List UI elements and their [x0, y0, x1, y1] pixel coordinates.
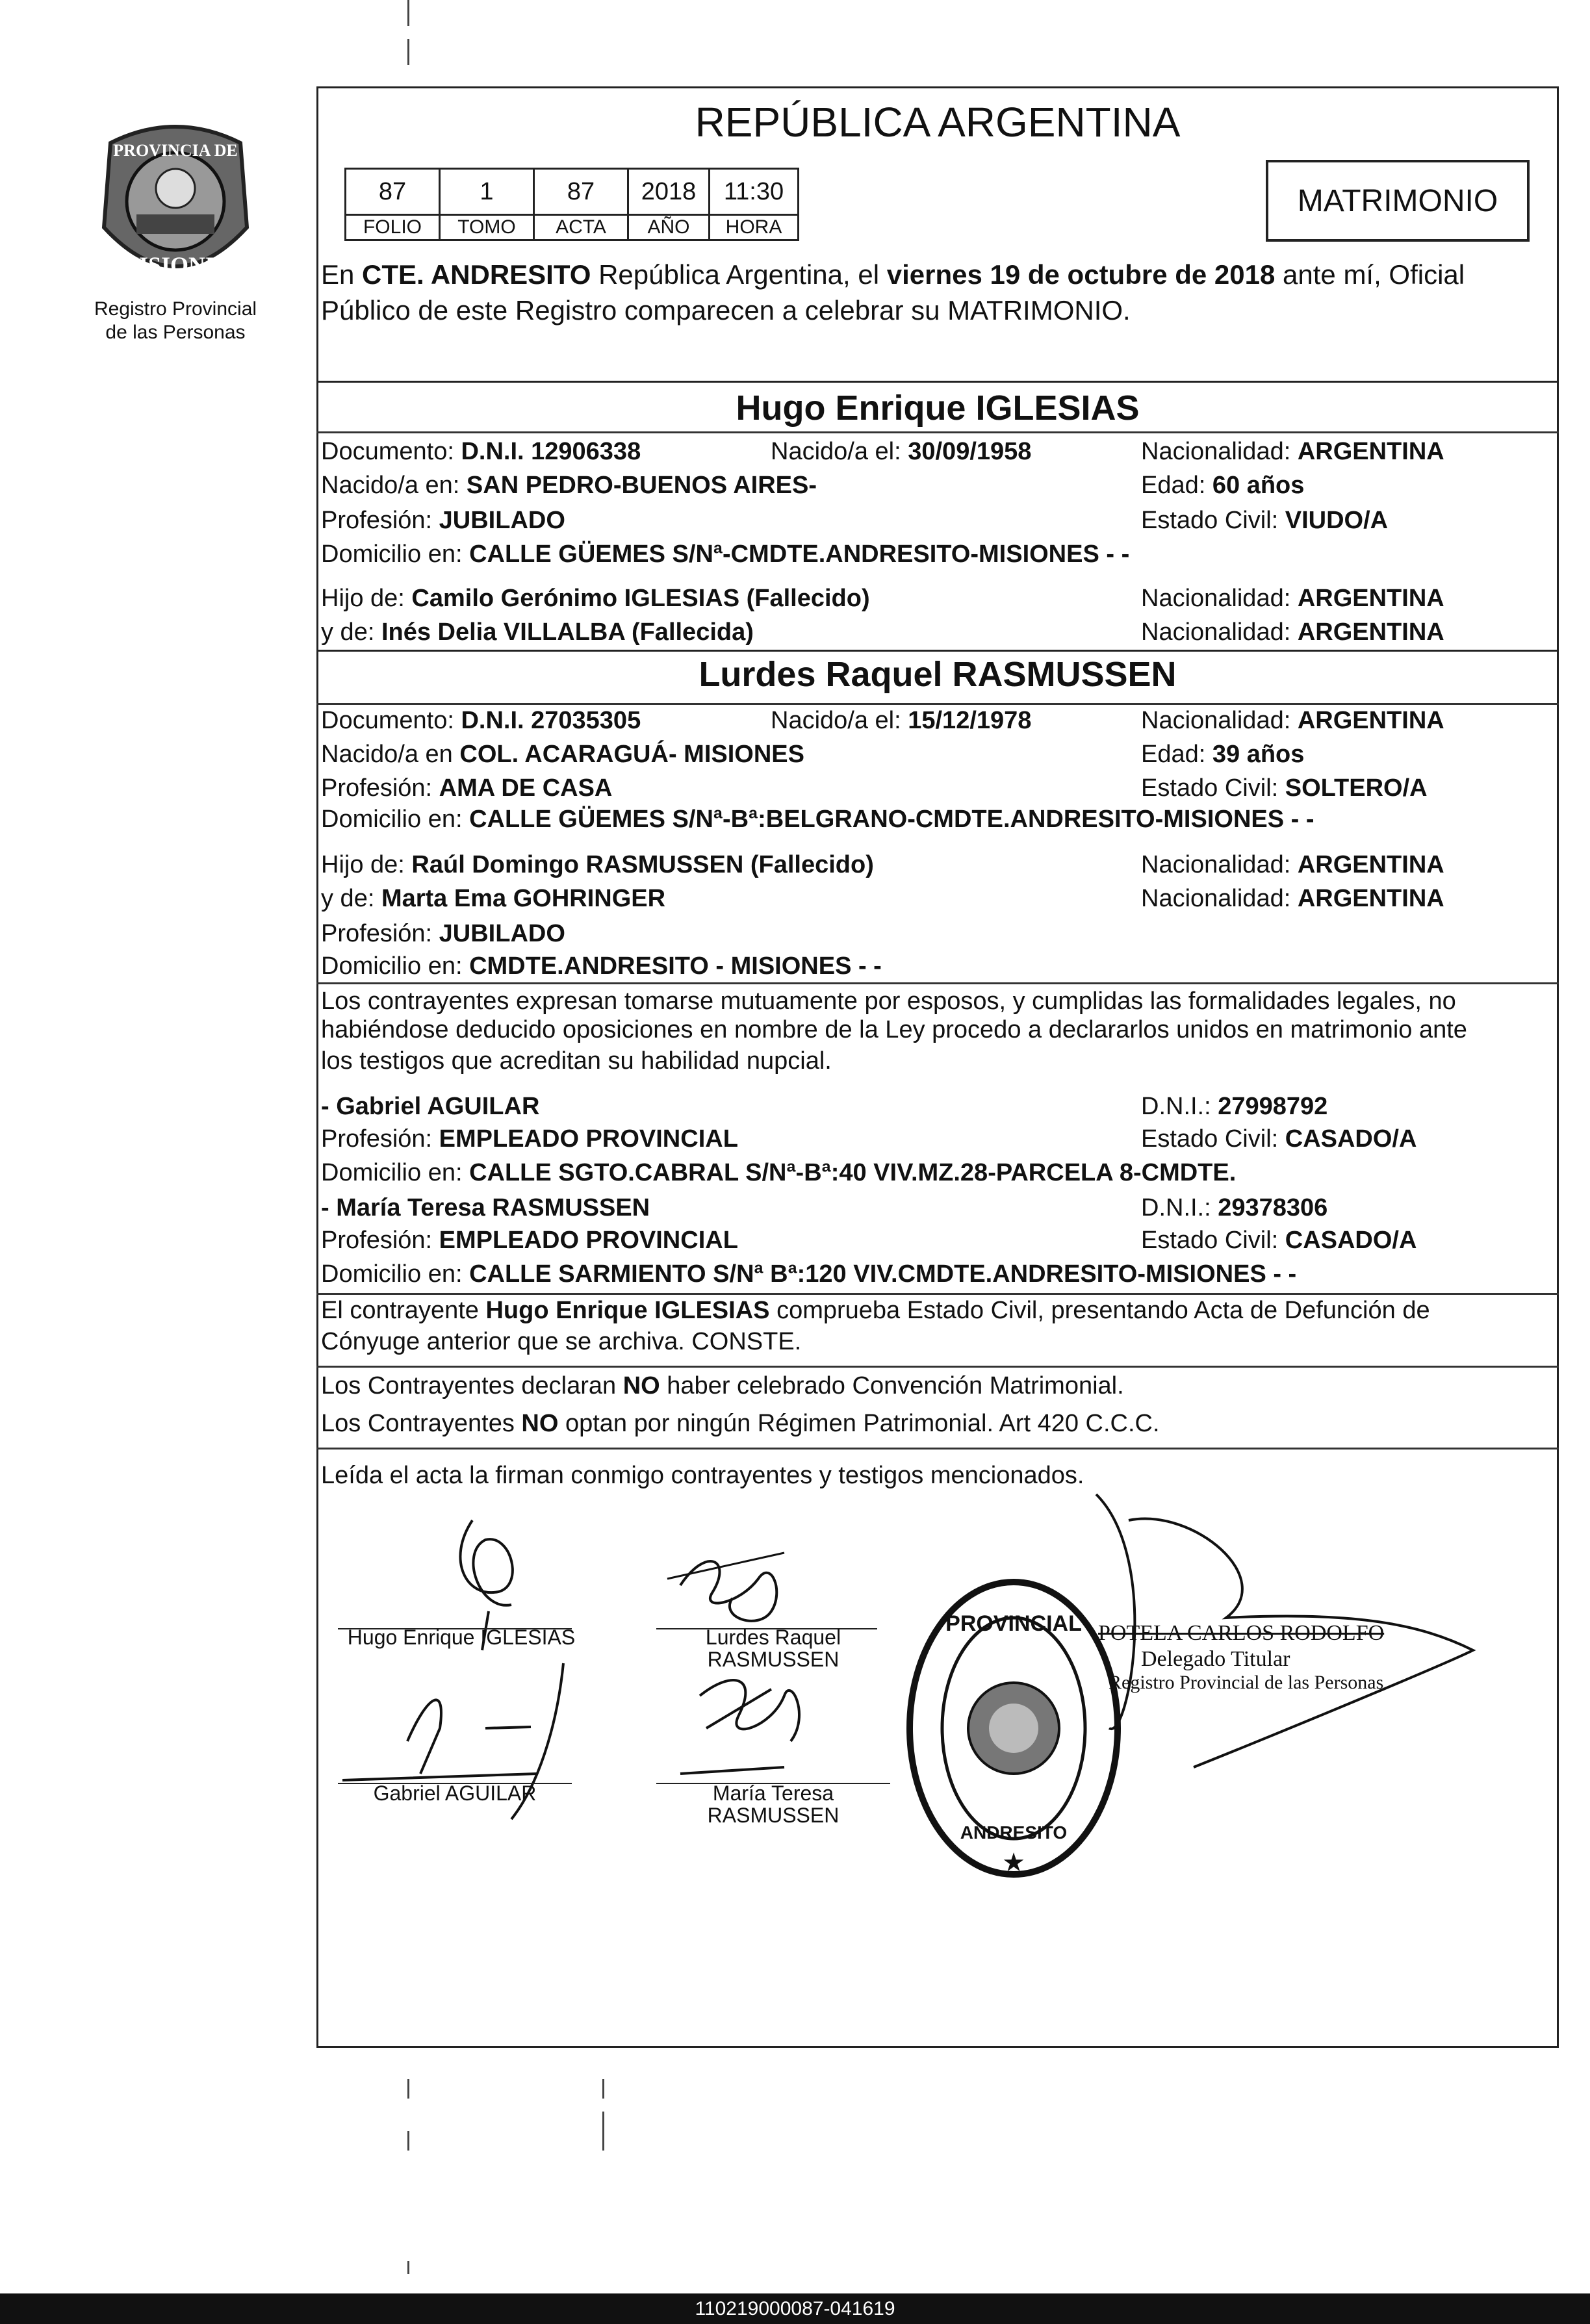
note-line-2: Cónyuge anterior que se archiva. CONSTE.: [321, 1328, 802, 1355]
value: CASADO/A: [1285, 1125, 1417, 1153]
value: AMA DE CASA: [439, 774, 613, 802]
regime-line-1: [321, 1371, 1124, 1401]
folio-value: 87: [346, 169, 440, 215]
label: Nacido/a el:: [771, 707, 908, 734]
page-title: REPÚBLICA ARGENTINA: [695, 99, 1181, 146]
registry-caption-line2: de las Personas: [105, 322, 246, 343]
signature-label-witness2-line2: RASMUSSEN: [707, 1804, 840, 1827]
margin-tick: [407, 2261, 409, 2274]
label: Nacionalidad:: [1141, 438, 1298, 465]
value: D.N.I. 27035305: [461, 707, 641, 734]
intro-line-1: [321, 259, 1465, 291]
parents-address: [321, 951, 882, 981]
margin-tick: [407, 39, 409, 65]
spouse2-father: [321, 850, 874, 880]
spouse2-birthdate: [771, 706, 1031, 735]
regime-line-2: [321, 1409, 1160, 1438]
registry-caption: [65, 298, 286, 344]
value: D.N.I. 12906338: [461, 438, 641, 465]
spouse1-father: [321, 583, 870, 613]
margin-tick: [407, 0, 409, 26]
divider: [316, 1366, 1559, 1368]
spouse1-father-nationality: [1141, 583, 1444, 613]
registry-reference-table: [344, 168, 799, 241]
text: Los Contrayentes declaran: [321, 1372, 623, 1399]
spouse1-age: [1141, 470, 1304, 500]
label: Estado Civil:: [1141, 1125, 1285, 1153]
signature-label-spouse2-line1: Lurdes Raquel: [705, 1626, 841, 1649]
spouse1-civil-status: [1141, 505, 1388, 535]
spouse1-profession: [321, 505, 565, 535]
spouse1-birthplace: [321, 470, 817, 500]
intro-place: CTE. ANDRESITO: [362, 259, 591, 290]
official-name: POTELA CARLOS RODOLFO: [1098, 1621, 1385, 1645]
intro-text: ante mí, Oficial: [1275, 259, 1465, 290]
value: VIUDO/A: [1285, 507, 1389, 534]
label: y de:: [321, 885, 381, 912]
act-type-box: [1266, 160, 1530, 242]
anio-label: AÑO: [628, 215, 710, 240]
acta-label: ACTA: [534, 215, 628, 240]
declaration-line-2: habiéndose deducido oposiciones en nombre de la Ley procedo a declararlos unidos en matrimonio ante: [321, 1016, 1467, 1043]
official-registry: Registro Provincial de las Personas: [1109, 1672, 1384, 1693]
official-oval-stamp: [897, 1566, 1131, 1891]
witness2-civil-status: [1141, 1225, 1417, 1255]
value: ARGENTINA: [1297, 885, 1444, 912]
text: optan por ningún Régimen Patrimonial. Art 420 C.C.C.: [558, 1410, 1160, 1437]
svg-text:ANDRESITO: ANDRESITO: [960, 1822, 1068, 1843]
signature-label-witness1: Gabriel AGUILAR: [373, 1781, 537, 1805]
spouse2-mother-nationality: [1141, 884, 1444, 913]
spouse1-birthdate: [771, 437, 1031, 466]
value: ARGENTINA: [1297, 585, 1444, 612]
value: Raúl Domingo RASMUSSEN (Fallecido): [411, 851, 874, 878]
witness1-dni: [1141, 1092, 1327, 1121]
tomo-label: TOMO: [440, 215, 534, 240]
label: D.N.I.:: [1141, 1093, 1218, 1120]
value: SOLTERO/A: [1285, 774, 1428, 802]
label: Nacido/a en:: [321, 472, 467, 499]
label: Profesión:: [321, 1227, 439, 1254]
divider: [316, 703, 1559, 705]
label: Edad:: [1141, 472, 1212, 499]
spouse1-mother-nationality: [1141, 617, 1444, 647]
value: CALLE GÜEMES S/Nª-CMDTE.ANDRESITO-MISIONES - -: [469, 541, 1130, 568]
margin-tick: [602, 2112, 604, 2151]
barcode-text: 110219000087-041619: [695, 2298, 895, 2319]
margin-tick: [407, 2131, 409, 2151]
label: Domicilio en:: [321, 952, 470, 980]
spouse1-document: [321, 437, 641, 466]
label: Documento:: [321, 707, 461, 734]
signature-lead: Leída el acta la firman conmigo contrayentes y testigos mencionados.: [321, 1462, 1084, 1489]
label: Nacionalidad:: [1141, 585, 1298, 612]
margin-tick: [407, 2079, 409, 2099]
margin-tick: [602, 2079, 604, 2099]
spouse2-birthplace: [321, 739, 804, 769]
value: Marta Ema GOHRINGER: [381, 885, 666, 912]
label: Estado Civil:: [1141, 507, 1285, 534]
witness1-address: [321, 1158, 1236, 1188]
value: CALLE SARMIENTO S/Nª Bª:120 VIV.CMDTE.ANDRESITO-MISIONES - -: [469, 1260, 1297, 1288]
official-role: Delegado Titular: [1141, 1647, 1290, 1671]
spouse1-nationality: [1141, 437, 1444, 466]
value: CMDTE.ANDRESITO - MISIONES - -: [469, 952, 882, 980]
intro-text: República Argentina, el: [591, 259, 887, 290]
hora-label: HORA: [710, 215, 799, 240]
value: CALLE GÜEMES S/Nª-Bª:BELGRANO-CMDTE.ANDRESITO-MISIONES - -: [469, 806, 1314, 833]
divider: [316, 1293, 1559, 1295]
label: Nacionalidad:: [1141, 619, 1298, 646]
divider: [316, 650, 1559, 652]
label: Profesión:: [321, 507, 439, 534]
spouse1-address: [321, 539, 1129, 569]
value: CASADO/A: [1285, 1227, 1417, 1254]
label: Edad:: [1141, 741, 1212, 768]
text: haber celebrado Convención Matrimonial.: [660, 1372, 1124, 1399]
anio-value: 2018: [628, 169, 710, 215]
seal-text-bottom: MISIONES: [116, 252, 235, 278]
declaration-line-3: los testigos que acreditan su habilidad nupcial.: [321, 1047, 832, 1075]
divider: [316, 431, 1559, 433]
label: Profesión:: [321, 1125, 439, 1153]
value: 27998792: [1218, 1093, 1328, 1120]
tomo-value: 1: [440, 169, 534, 215]
value: EMPLEADO PROVINCIAL: [439, 1227, 738, 1254]
spouse2-mother: [321, 884, 665, 913]
signature-label-witness2-line1: María Teresa: [712, 1781, 834, 1805]
value: JUBILADO: [439, 507, 565, 534]
label: Domicilio en:: [321, 1159, 470, 1186]
value: SAN PEDRO-BUENOS AIRES-: [466, 472, 817, 499]
value: ARGENTINA: [1297, 438, 1444, 465]
witness1-profession: [321, 1124, 738, 1154]
seal-text-top: PROVINCIA DE: [113, 141, 238, 160]
note-line-1: [321, 1296, 1430, 1325]
divider: [316, 1448, 1559, 1449]
signature-label-spouse1: Hugo Enrique IGLESIAS: [347, 1626, 576, 1649]
value: COL. ACARAGUÁ- MISIONES: [459, 741, 804, 768]
value: 29378306: [1218, 1194, 1328, 1221]
value: JUBILADO: [439, 920, 565, 947]
hora-value: 11:30: [710, 169, 799, 215]
spouse2-profession: [321, 773, 612, 803]
registry-caption-line1: Registro Provincial: [94, 298, 257, 320]
svg-text:★: ★: [1002, 1848, 1025, 1877]
witness2-dni: [1141, 1193, 1327, 1223]
label: D.N.I.:: [1141, 1194, 1218, 1221]
value: ARGENTINA: [1297, 851, 1444, 878]
value: 39 años: [1212, 741, 1305, 768]
label: Estado Civil:: [1141, 774, 1285, 802]
value: NO: [521, 1410, 559, 1437]
label: Profesión:: [321, 920, 439, 947]
value: ARGENTINA: [1297, 707, 1444, 734]
acta-value: 87: [534, 169, 628, 215]
value: 30/09/1958: [908, 438, 1032, 465]
divider: [316, 381, 1559, 383]
value: Hugo Enrique IGLESIAS: [485, 1297, 770, 1324]
value: Camilo Gerónimo IGLESIAS (Fallecido): [411, 585, 870, 612]
signature-label-spouse2-line2: RASMUSSEN: [707, 1648, 840, 1671]
witness2-profession: [321, 1225, 738, 1255]
declaration-line-1: Los contrayentes expresan tomarse mutuamente por esposos, y cumplidas las formalidades legales, no: [321, 988, 1456, 1015]
text: comprueba Estado Civil, presentando Acta de Defunción de: [769, 1297, 1430, 1324]
province-seal-logo: [84, 117, 266, 299]
spouse1-name: Hugo Enrique IGLESIAS: [736, 389, 1140, 428]
parents-profession: [321, 919, 565, 949]
label: Domicilio en:: [321, 806, 470, 833]
value: ARGENTINA: [1297, 619, 1444, 646]
folio-label: FOLIO: [346, 215, 440, 240]
witness2-address: [321, 1259, 1296, 1289]
spouse2-address: [321, 804, 1314, 834]
text: Los Contrayentes: [321, 1410, 522, 1437]
label: Nacionalidad:: [1141, 885, 1298, 912]
witness2-name: - María Teresa RASMUSSEN: [321, 1194, 650, 1221]
value: Inés Delia VILLALBA (Fallecida): [381, 619, 754, 646]
intro-line-2: Público de este Registro comparecen a celebrar su MATRIMONIO.: [321, 295, 1131, 326]
spouse2-civil-status: [1141, 773, 1428, 803]
label: Nacionalidad:: [1141, 851, 1298, 878]
spouse2-name: Lurdes Raquel RASMUSSEN: [699, 655, 1177, 694]
value: CALLE SGTO.CABRAL S/Nª-Bª:40 VIV.MZ.28-PARCELA 8-CMDTE.: [469, 1159, 1237, 1186]
spouse2-age: [1141, 739, 1304, 769]
spouse2-father-nationality: [1141, 850, 1444, 880]
label: Domicilio en:: [321, 1260, 470, 1288]
act-type: MATRIMONIO: [1297, 183, 1498, 218]
value: 60 años: [1212, 472, 1305, 499]
value: EMPLEADO PROVINCIAL: [439, 1125, 738, 1153]
spouse2-document: [321, 706, 641, 735]
svg-text:PROVINCIAL: PROVINCIAL: [945, 1611, 1082, 1636]
label: Hijo de:: [321, 585, 412, 612]
label: Nacido/a en: [321, 741, 460, 768]
label: Nacido/a el:: [771, 438, 908, 465]
witness1-civil-status: [1141, 1124, 1417, 1154]
value: 15/12/1978: [908, 707, 1032, 734]
text: El contrayente: [321, 1297, 486, 1324]
witness1-name: - Gabriel AGUILAR: [321, 1093, 540, 1120]
value: NO: [622, 1372, 660, 1399]
label: Documento:: [321, 438, 461, 465]
label: Domicilio en:: [321, 541, 470, 568]
intro-text: En: [321, 259, 363, 290]
label: Estado Civil:: [1141, 1227, 1285, 1254]
spouse2-nationality: [1141, 706, 1444, 735]
label: y de:: [321, 619, 381, 646]
label: Profesión:: [321, 774, 439, 802]
spouse1-mother: [321, 617, 754, 647]
divider: [316, 982, 1559, 984]
intro-date: viernes 19 de octubre de 2018: [886, 259, 1276, 290]
label: Hijo de:: [321, 851, 412, 878]
label: Nacionalidad:: [1141, 707, 1298, 734]
